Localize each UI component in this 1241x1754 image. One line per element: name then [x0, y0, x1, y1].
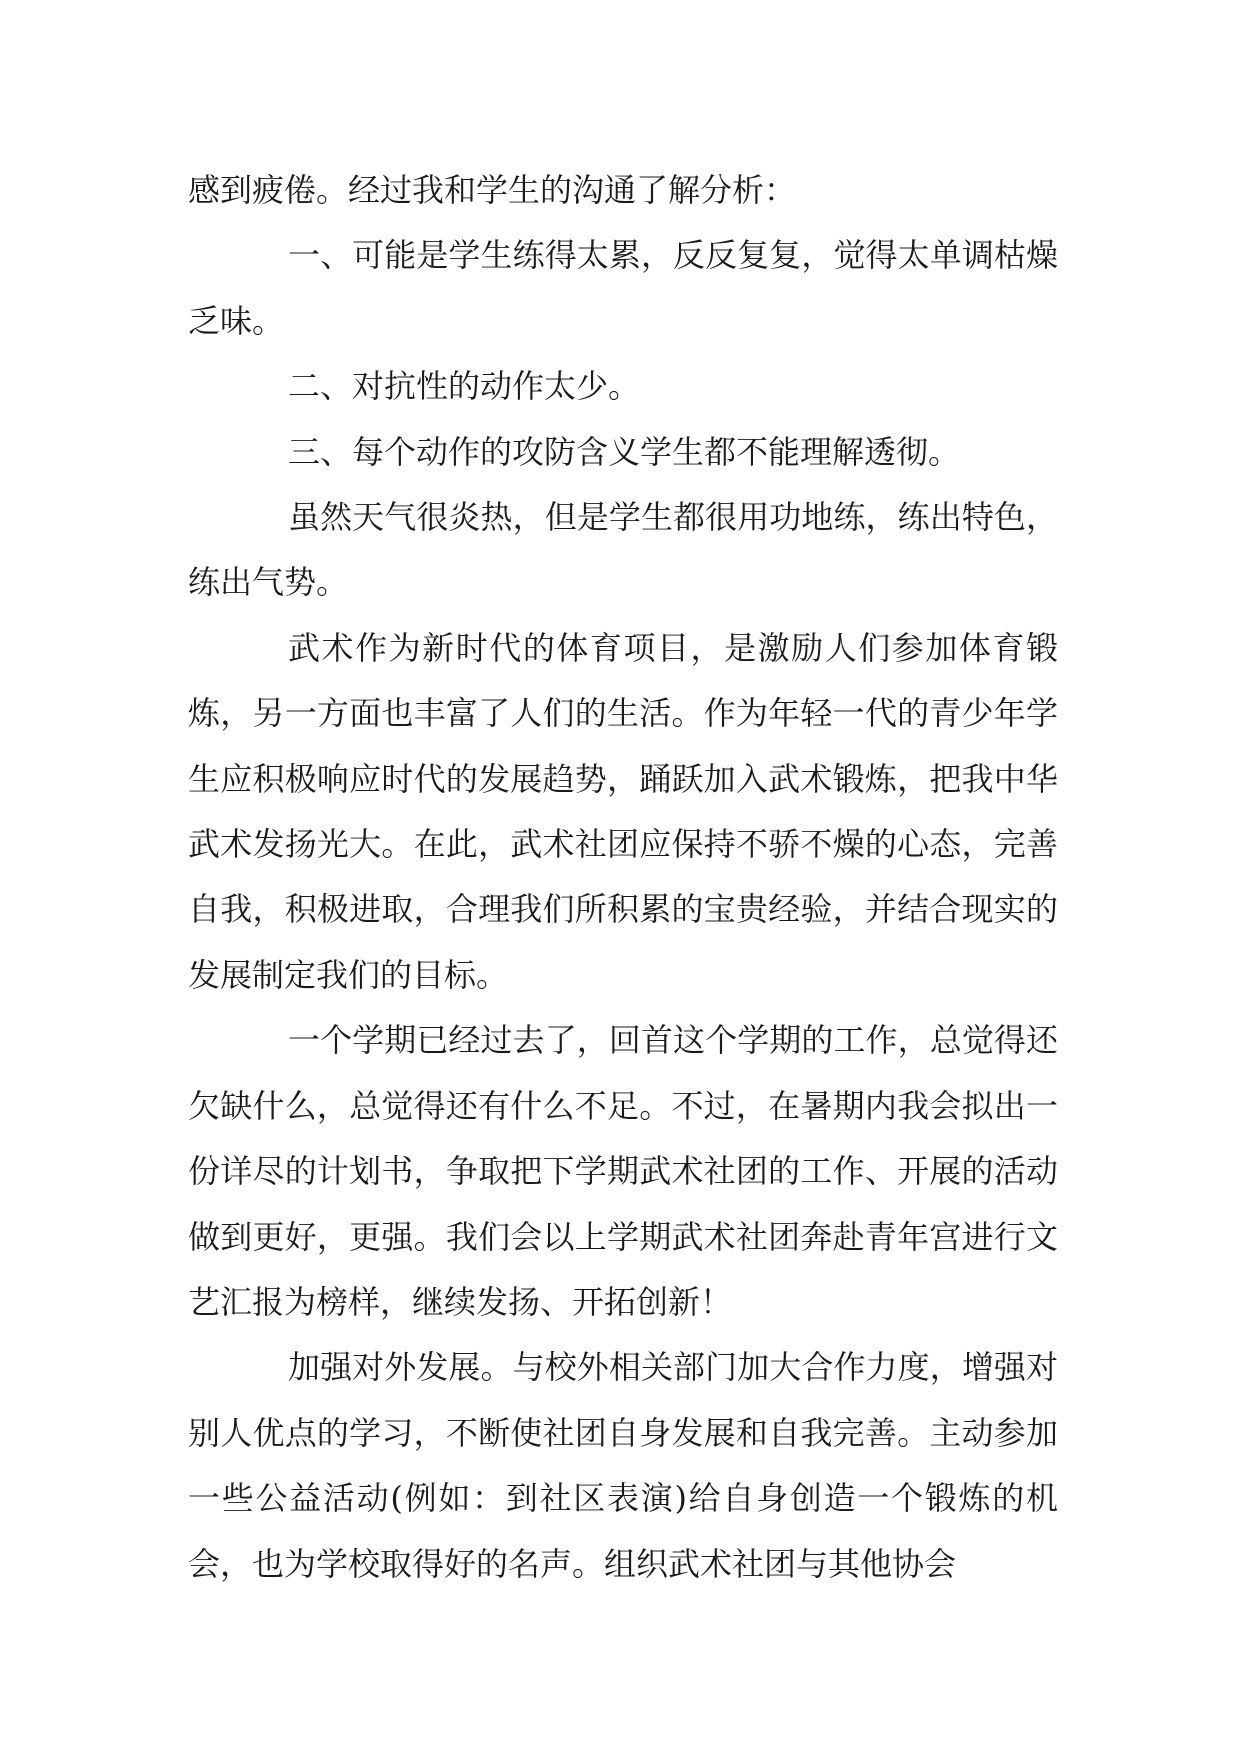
paragraph: 感到疲倦。经过我和学生的沟通了解分析：	[188, 171, 797, 209]
paragraph: 武术作为新时代的体育项目，是激励人们参加体育锻炼，另一方面也丰富了人们的生活。作为年轻一代的青少年学生应积极响应时代的发展趋势，踊跃加入武术锻炼，把我中华武术发扬光大。在此，武术社团应保持不骄不燥的心态，完善自我，积极进取，合理我们所积累的宝贵经验，并结合现实的发展制定我们的目标。	[188, 628, 1058, 994]
paragraph: 一、可能是学生练得太累，反反复复，觉得太单调枯燥乏味。	[188, 236, 1058, 340]
paragraph: 加强对外发展。与校外相关部门加大合作力度，增强对别人优点的学习，不断使社团自身发展和自我完善。主动参加一些公益活动(例如：到社区表演)给自身创造一个锻炼的机会，也为学校取得好的名声。组织武术社团与其他协会	[188, 1348, 1058, 1583]
paragraph: 虽然天气很炎热，但是学生都很用功地练，练出特色，练出气势。	[188, 498, 1058, 602]
paragraph: 三、每个动作的攻防含义学生都不能理解透彻。	[288, 432, 961, 471]
paragraph: 一个学期已经过去了，回首这个学期的工作，总觉得还欠缺什么，总觉得还有什么不足。不过，在暑期内我会拟出一份详尽的计划书，争取把下学期武术社团的工作、开展的活动做到更好，更强。我们会以上学期武术社团奔赴青年宫进行文艺汇报为榜样，继续发扬、开拓创新！	[188, 1021, 1058, 1321]
document-body	[188, 158, 1058, 1597]
paragraph: 二、对抗性的动作太少。	[288, 367, 641, 406]
